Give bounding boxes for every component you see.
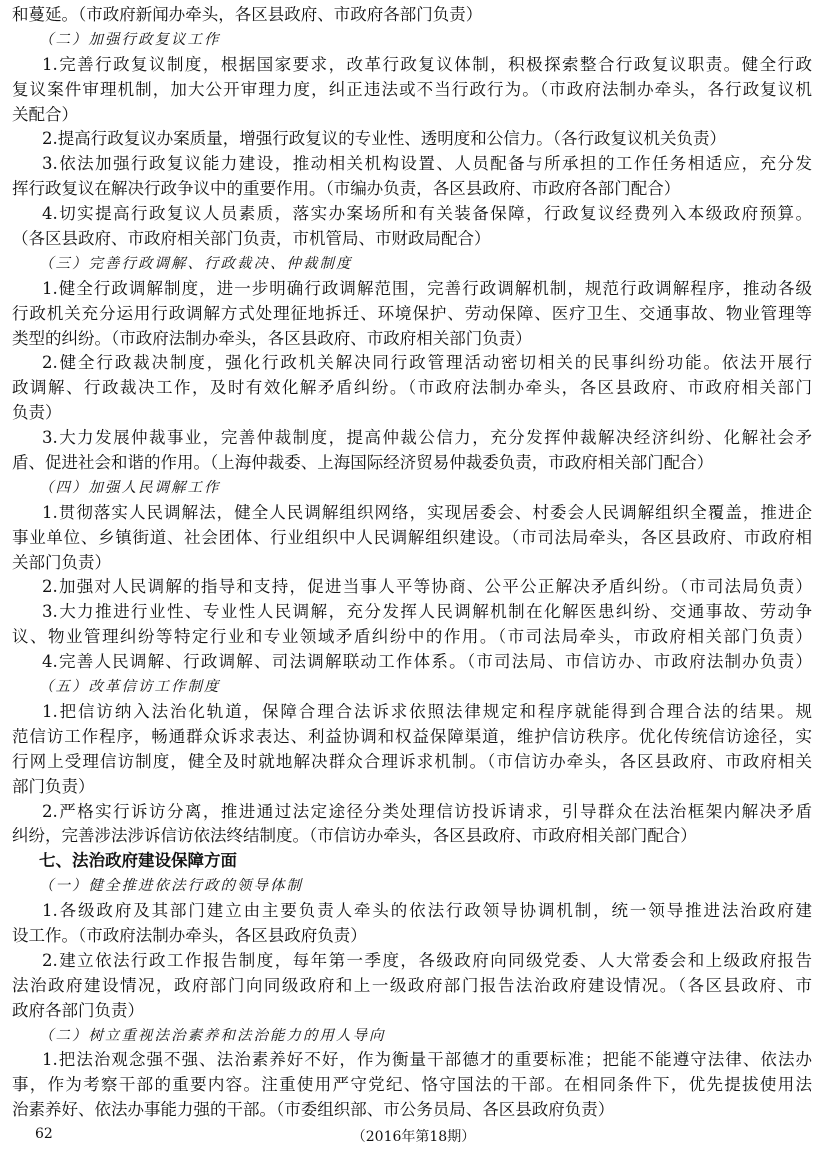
text-line: 2.严格实行诉访分离，推进通过法定途径分类处理信访投诉请求，引导群众在法治框架内解决矛盾 [42,801,812,821]
paragraph [12,501,812,576]
page-number: 62 [35,1126,53,1142]
subsection-heading [12,874,812,899]
text-line: 治素养好、依法办事能力强的干部。（市委组织部、市公务员局、各区县政府负责） [12,1100,615,1120]
text-line: 法治政府建设情况，政府部门向同级政府和上一级政府部门报告法治政府建设情况。（各区县政府、市 [12,975,812,995]
paragraph [12,700,812,800]
text-line: 行政机关充分运用行政调解方式处理征地拆迁、环境保护、劳动保障、医疗卫生、交通事故、物业管理等 [12,303,812,323]
text-line: 复议案件审理机制，加大公开审理力度，纠正违法或不当行政行为。（市政府法制办牵头，各行政复议机 [12,79,812,99]
text-line: 1.各级政府及其部门建立由主要负责人牵头的依法行政领导协调机制，统一领导推进法治政府建 [42,901,812,921]
paragraph [12,1048,812,1123]
paragraph [12,202,812,252]
text-line: 1.把信访纳入法治化轨道，保障合理合法诉求依照法律规定和程序就能得到合理合法的结果。规 [42,701,812,721]
paragraph [12,277,812,352]
text-line: 盾、促进社会和谐的作用。（上海仲裁委、上海国际经济贸易仲裁委负责，市政府相关部门配合） [12,453,714,473]
text-line: （五）改革信访工作制度 [39,679,221,696]
paragraph [12,152,812,202]
text-line: 部门负责） [12,776,95,796]
text-line: （一）健全推进依法行政的领导体制 [39,878,303,895]
section-heading [12,849,812,874]
text-line: 挥行政复议在解决行政争议中的重要作用。（市编办负责，各区县政府、市政府各部门配合） [12,179,681,199]
text-line: 3.大力推进行业性、专业性人民调解，充分发挥人民调解机制在化解医患纠纷、交通事故、劳动争 [42,602,812,622]
paragraph [12,426,812,476]
text-line: 1.把法治观念强不强、法治素养好不好，作为衡量干部德才的重要标准；把能不能遵守法律、依法办 [42,1050,812,1070]
text-line: 设工作。（市政府法制办牵头，各区县政府负责） [12,925,367,945]
text-line: （三）完善行政调解、行政裁决、仲裁制度 [39,255,353,272]
text-line: （二）加强行政复议工作 [39,31,221,48]
text-line: 行网上受理信访制度，健全及时就地解决群众合理诉求机制。（市信访办牵头，各区县政府、市政府相关 [12,751,812,771]
text-line: 4.完善人民调解、行政调解、司法调解联动工作体系。（市司法局、市信访办、市政府法制办负责） [42,652,812,672]
paragraph [12,949,812,1024]
text-line: 2.加强对人民调解的指导和支持，促进当事人平等协商、公平公正解决矛盾纠纷。（市司法局负责） [42,577,812,597]
subsection-heading [12,252,812,277]
text-line: 2.提高行政复议办案质量，增强行政复议的专业性、透明度和公信力。（各行政复议机关负责） [42,129,726,149]
paragraph [12,127,812,152]
text-line: 2.建立依法行政工作报告制度，每年第一季度，各级政府向同级党委、人大常委会和上级政府报告 [42,950,812,970]
text-line: 1.贯彻落实人民调解法，健全人民调解组织网络，实现居委会、村委会人民调解组织全覆盖，推进企 [42,502,812,522]
text-line: 议、物业管理纠纷等特定行业和专业领域矛盾纠纷中的作用。（市司法局牵头，市政府相关部门负责） [12,627,812,647]
text-line: 3.大力发展仲裁事业，完善仲裁制度，提高仲裁公信力，充分发挥仲裁解决经济纠纷、化解社会矛 [42,428,812,448]
text-line: 范信访工作程序，畅通群众诉求表达、利益协调和权益保障渠道，维护信访秩序。优化传统信访途径，实 [12,726,812,746]
text-line: 政调解、行政裁决工作，及时有效化解矛盾纠纷。（市政府法制办牵头，各区县政府、市政府相关部门 [12,378,812,398]
text-line: 1.完善行政复议制度，根据国家要求，改革行政复议体制，积极探索整合行政复议职责。健全行政 [42,54,812,74]
text-line: （二）树立重视法治素养和法治能力的用人导向 [39,1027,386,1044]
paragraph [12,351,812,426]
paragraph [12,800,812,850]
paragraph-continuation [12,3,812,28]
text-line: 4.切实提高行政复议人员素质，落实办案场所和有关装备保障，行政复议经费列入本级政府预算。 [42,204,812,224]
paragraph [12,575,812,600]
paragraph [12,899,812,949]
text-line: （四）加强人民调解工作 [39,479,221,496]
text-line: 类型的纠纷。（市政府法制办牵头，各区县政府、市政府相关部门负责） [12,328,532,348]
text-line: 和蔓延。（市政府新闻办牵头，各区县政府、市政府各部门负责） [12,5,483,24]
issue-label: （2016年第18期） [351,1129,476,1145]
text-line: 关配合） [12,104,78,124]
text-line: 1.健全行政调解制度，进一步明确行政调解范围，完善行政调解机制，规范行政调解程序，推动各级 [42,278,812,298]
paragraph [12,53,812,128]
subsection-heading [12,675,812,700]
subsection-heading [12,1024,812,1049]
page-footer [0,1126,827,1150]
text-line: 事，作为考察干部的重要内容。注重使用严守党纪、恪守国法的干部。在相同条件下，优先提拔使用法 [12,1075,812,1095]
subsection-heading [12,28,812,53]
paragraph [12,650,812,675]
text-line: 七、法治政府建设保障方面 [39,851,237,871]
text-line: （各区县政府、市政府相关部门负责，市机管局、市财政局配合） [12,229,491,249]
text-line: 负责） [12,403,62,423]
text-line: 纠纷，完善涉法涉诉信访依法终结制度。（市信访办牵头，各区县政府、市政府相关部门配合） [12,826,697,846]
document-body [12,3,812,1123]
text-line: 政府各部门负责） [12,1000,144,1020]
text-line: 事业单位、乡镇街道、社会团体、行业组织中人民调解组织建设。（市司法局牵头，各区县政府、市政府相 [12,527,812,547]
text-line: 2.健全行政裁决制度，强化行政机关解决同行政管理活动密切相关的民事纠纷功能。依法开展行 [42,353,812,373]
text-line: 3.依法加强行政复议能力建设，推动相关机构设置、人员配备与所承担的工作任务相适应，充分发 [42,154,812,174]
paragraph [12,600,812,650]
subsection-heading [12,476,812,501]
text-line: 关部门负责） [12,552,111,572]
